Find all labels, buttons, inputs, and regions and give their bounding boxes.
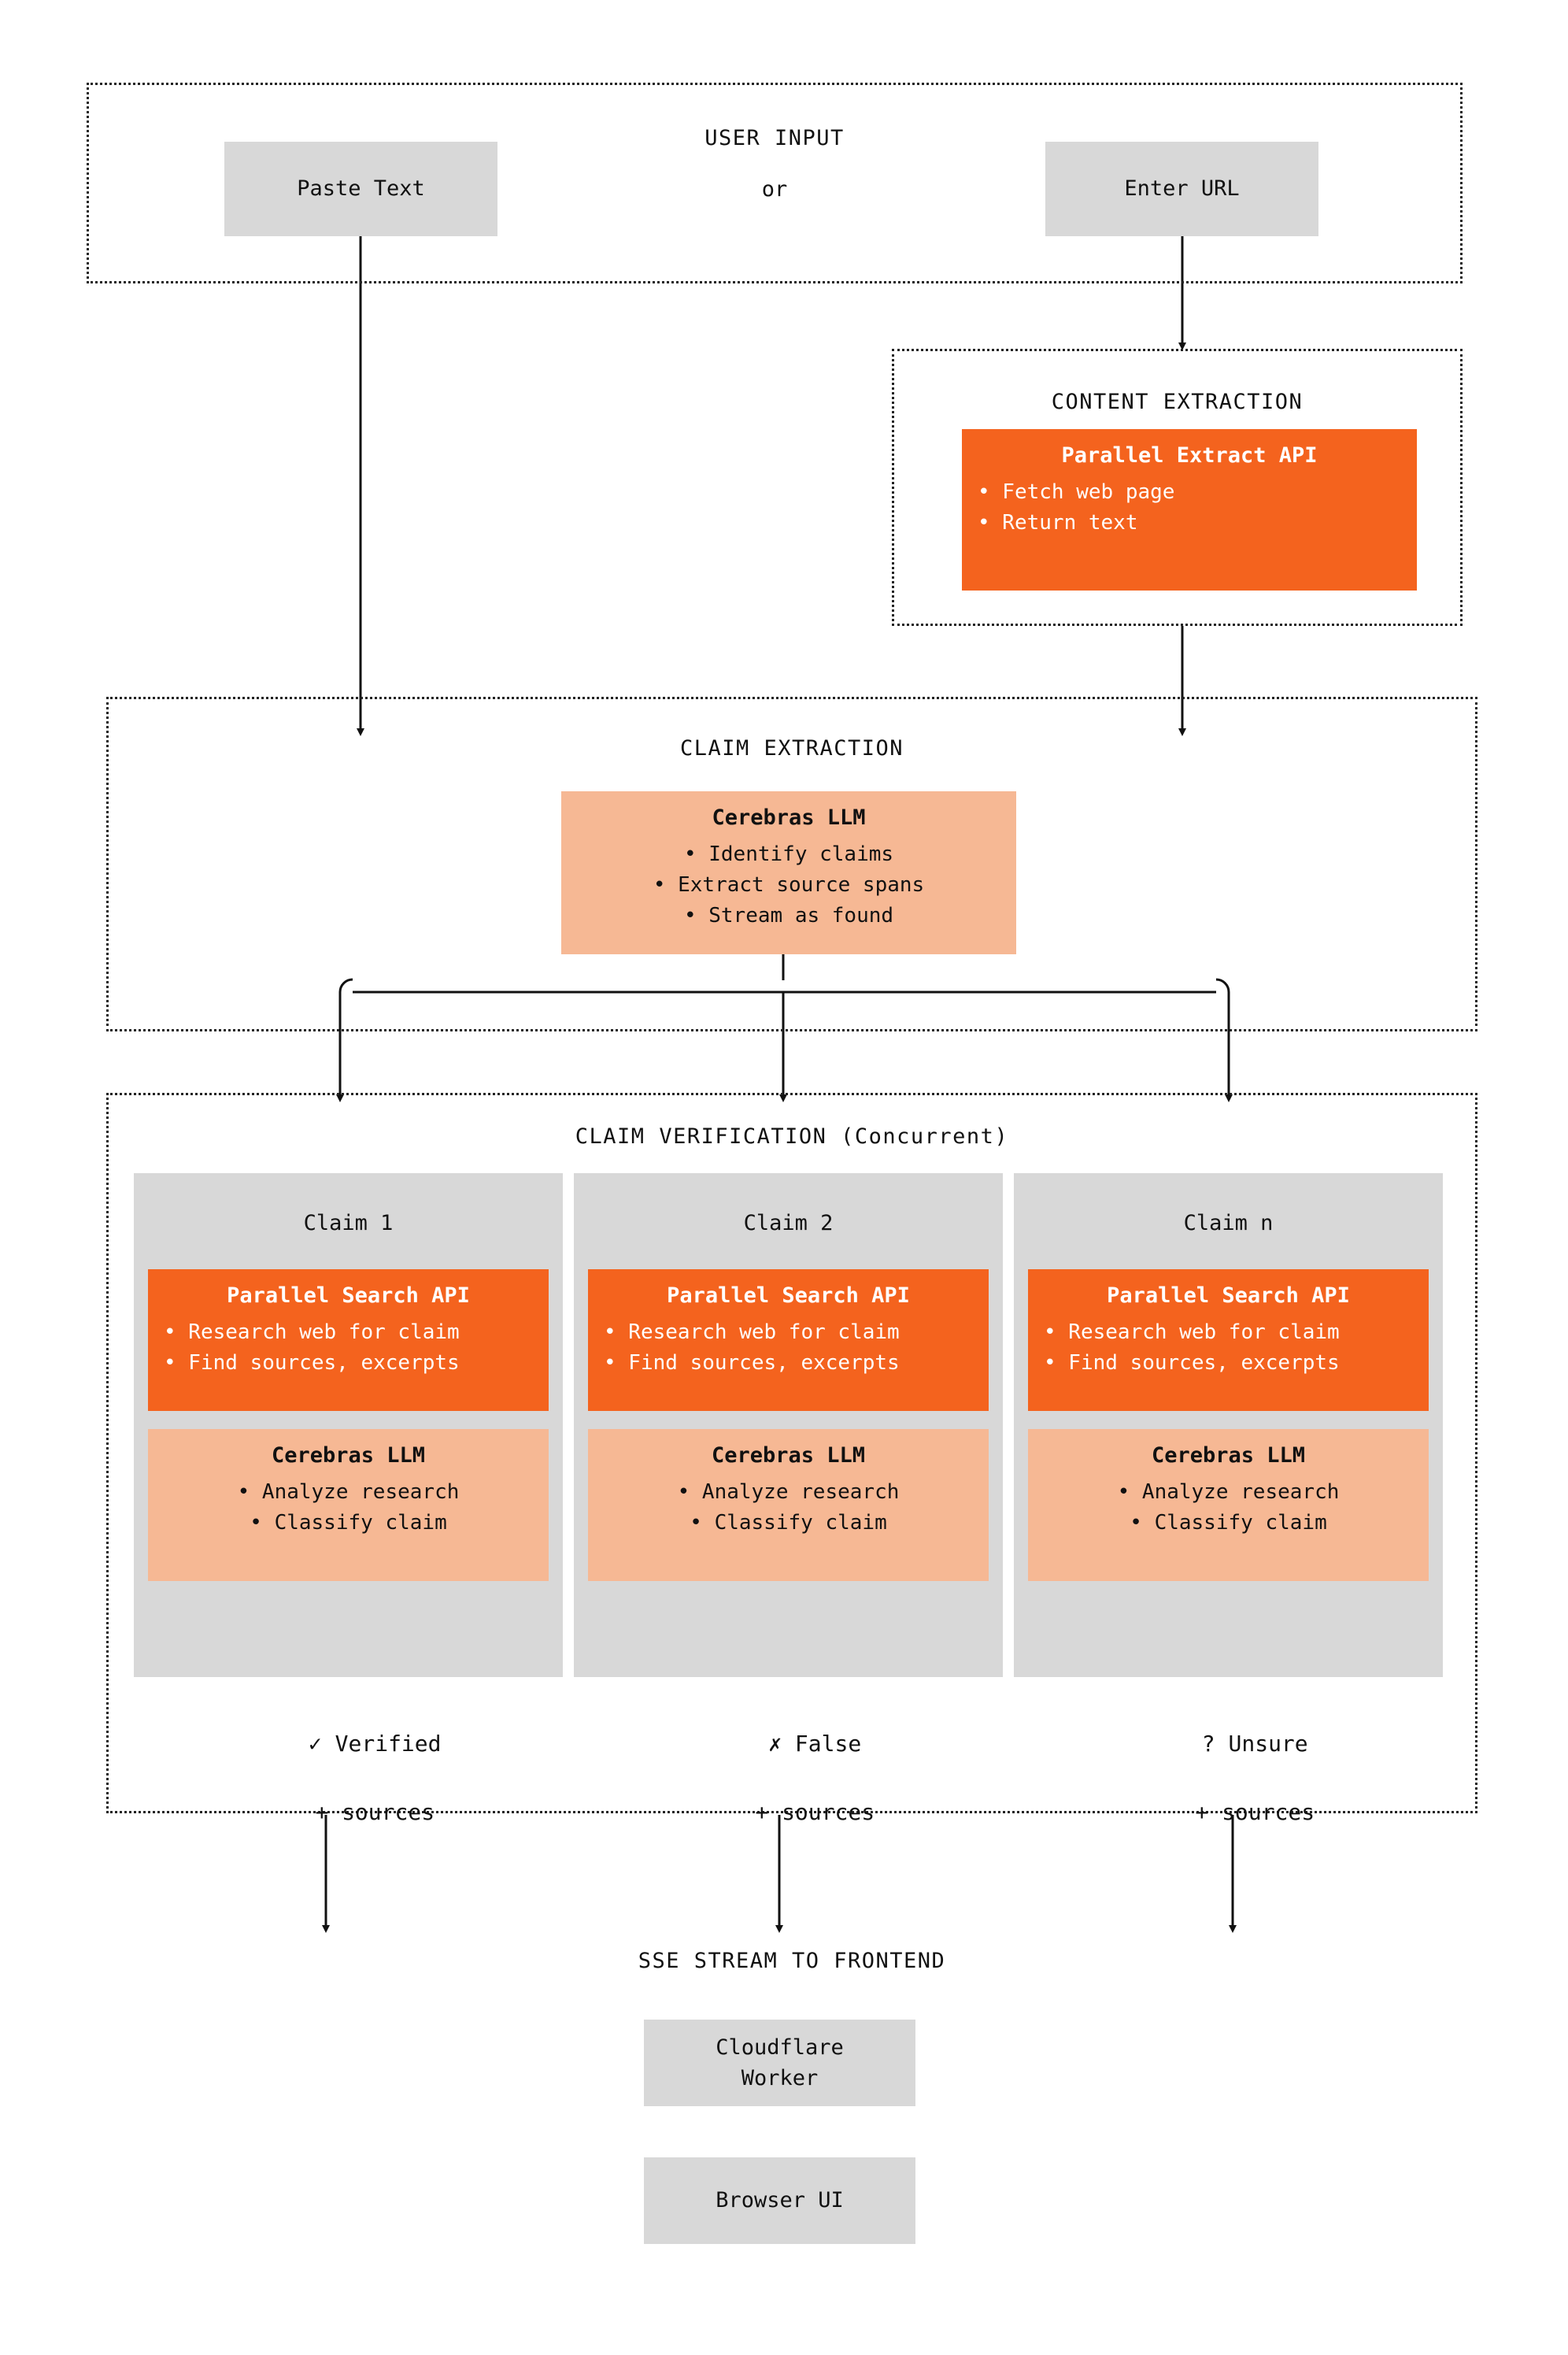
claim-n-llm-heading: Cerebras LLM bbox=[1151, 1443, 1306, 1468]
claim-1-llm-bullet-1: • Analyze research bbox=[237, 1479, 460, 1504]
claim-column-n bbox=[1014, 1173, 1443, 1677]
claim-extraction-bullet-1: • Identify claims bbox=[683, 842, 894, 866]
browser-ui-box: Browser UI bbox=[644, 2157, 915, 2244]
claim-verification-title: CLAIM VERIFICATION (Concurrent) bbox=[575, 1124, 1009, 1149]
claim-n-llm-card bbox=[1028, 1429, 1429, 1581]
claim-n-result bbox=[1014, 1693, 1443, 1864]
claim-n-search-bullet-2: • Find sources, excerpts bbox=[1044, 1350, 1340, 1375]
claim-n-result-line1: ? Unsure bbox=[1201, 1731, 1308, 1757]
claim-1-llm-bullet-2: • Classify claim bbox=[250, 1510, 447, 1535]
claim-extraction-bullet-3: • Stream as found bbox=[683, 903, 894, 928]
claim-n-result-line2: + sources bbox=[1195, 1799, 1315, 1826]
claim-2-search-bullet-1: • Research web for claim bbox=[604, 1320, 900, 1344]
claim-1-search-card bbox=[148, 1269, 549, 1411]
claim-n-search-heading: Parallel Search API bbox=[1107, 1283, 1350, 1308]
sse-stream-title: SSE STREAM TO FRONTEND bbox=[638, 1949, 946, 1973]
claim-2-label: Claim 2 bbox=[743, 1211, 834, 1235]
user-input-title: USER INPUT bbox=[704, 126, 845, 150]
claim-2-llm-bullet-2: • Classify claim bbox=[690, 1510, 887, 1535]
content-extraction-title: CONTENT EXTRACTION bbox=[1051, 390, 1304, 414]
claim-1-result-line1: ✓ Verified bbox=[308, 1731, 442, 1757]
claim-2-result bbox=[574, 1693, 1003, 1864]
claim-2-result-line2: + sources bbox=[755, 1799, 875, 1826]
claim-2-llm-bullet-1: • Analyze research bbox=[677, 1479, 900, 1504]
claim-n-llm-bullet-2: • Classify claim bbox=[1130, 1510, 1327, 1535]
claim-1-search-bullet-2: • Find sources, excerpts bbox=[164, 1350, 460, 1375]
claim-2-result-line1: ✗ False bbox=[768, 1731, 862, 1757]
claim-2-search-bullet-2: • Find sources, excerpts bbox=[604, 1350, 900, 1375]
claim-1-result-line2: + sources bbox=[315, 1799, 435, 1826]
paste-text-button[interactable]: Paste Text bbox=[224, 142, 497, 236]
claim-n-label: Claim n bbox=[1183, 1211, 1274, 1235]
or-label: or bbox=[761, 177, 788, 202]
claim-1-label: Claim 1 bbox=[303, 1211, 394, 1235]
claim-n-search-bullet-1: • Research web for claim bbox=[1044, 1320, 1340, 1344]
claim-extraction-title: CLAIM EXTRACTION bbox=[679, 736, 904, 761]
claim-1-search-heading: Parallel Search API bbox=[227, 1283, 470, 1308]
cloudflare-worker-box bbox=[644, 2020, 915, 2106]
cerebras-llm-extraction-heading: Cerebras LLM bbox=[712, 805, 866, 830]
extract-bullet-2: • Return text bbox=[978, 510, 1138, 535]
claim-2-llm-heading: Cerebras LLM bbox=[711, 1443, 866, 1468]
claim-1-search-bullet-1: • Research web for claim bbox=[164, 1320, 460, 1344]
claim-1-llm-heading: Cerebras LLM bbox=[271, 1443, 426, 1468]
claim-2-llm-card bbox=[588, 1429, 989, 1581]
claim-2-search-heading: Parallel Search API bbox=[667, 1283, 910, 1308]
cloudflare-worker-line2: Worker bbox=[741, 2066, 819, 2090]
claim-n-search-card bbox=[1028, 1269, 1429, 1411]
parallel-extract-api-card bbox=[962, 429, 1417, 591]
claim-column-1 bbox=[134, 1173, 563, 1677]
claim-1-llm-card bbox=[148, 1429, 549, 1581]
claim-extraction-bullet-2: • Extract source spans bbox=[653, 872, 925, 897]
parallel-extract-api-heading: Parallel Extract API bbox=[1061, 443, 1318, 468]
extract-bullet-1: • Fetch web page bbox=[978, 480, 1175, 504]
enter-url-button[interactable]: Enter URL bbox=[1045, 142, 1318, 236]
claim-column-2 bbox=[574, 1173, 1003, 1677]
claim-n-llm-bullet-1: • Analyze research bbox=[1117, 1479, 1340, 1504]
claim-1-result bbox=[134, 1693, 563, 1864]
cloudflare-worker-line1: Cloudflare bbox=[716, 2035, 844, 2060]
claim-2-search-card bbox=[588, 1269, 989, 1411]
cerebras-llm-extraction-card bbox=[561, 791, 1016, 954]
